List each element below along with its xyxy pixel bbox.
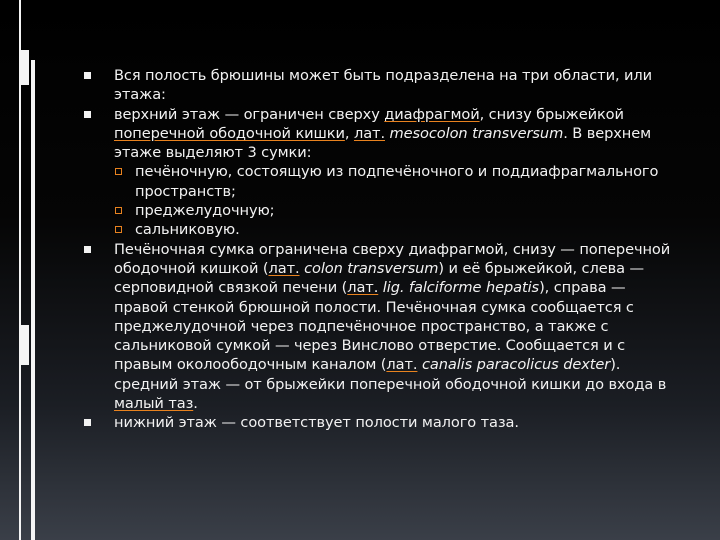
text-span: ) и её брыжейкой, слева — серповидной связкой печени ( — [114, 259, 644, 297]
decor-bar-block-top — [20, 50, 29, 85]
text-span: ). средний этаж — от брыжейки поперечной ободочной кишки до входа в — [114, 356, 667, 393]
slide-body — [82, 66, 682, 433]
decor-bar-block-bottom — [20, 325, 29, 365]
decor-bar-mid — [31, 60, 35, 540]
link-diaphragm[interactable]: диафрагмой — [384, 105, 480, 123]
hollow-square-bullet-icon — [115, 168, 122, 175]
text-span: Печёночная сумка ограничена сверху диафрагмой, снизу — поперечной ободочной кишкой ( — [114, 240, 671, 277]
latin-term: colon transversum — [304, 259, 439, 277]
link-transverse-colon[interactable]: поперечной ободочной кишки — [114, 124, 345, 142]
text-span: ), справа — правой стенкой брюшной полости. Печёночная сумка сообщается с преджелудочной через подпечёночное пространство, а также с сальниковой сумкой — через Винслово отверстие. Сообщается и с правым околоободочным каналом ( — [114, 279, 634, 374]
link-small-pelvis[interactable]: малый таз — [114, 395, 194, 413]
link-latin[interactable]: лат. — [386, 356, 418, 374]
sub-bullet-text: преджелудочную; — [135, 202, 275, 220]
bullet-item-2 — [82, 105, 682, 163]
text-span: верхний этаж — ограничен сверху — [114, 105, 385, 123]
latin-term: lig. falciforme hepatis — [382, 279, 540, 297]
text-span: . В верхнем этаже выделяют 3 сумки: — [114, 124, 652, 162]
bullet-item-4 — [82, 413, 682, 432]
link-latin[interactable]: лат. — [353, 124, 385, 142]
sub-bullet-text: сальниковую. — [135, 221, 240, 239]
link-latin[interactable]: лат. — [347, 279, 379, 297]
text-span: , снизу брыжейкой — [479, 105, 624, 123]
sub-bullet-item-2 — [82, 201, 682, 220]
sub-bullet-item-1 — [82, 162, 682, 201]
latin-term: canalis paracolicus dexter — [421, 356, 611, 374]
hollow-square-bullet-icon — [115, 207, 122, 214]
bullet-text: Вся полость брюшины может быть подразделена на три области, или этажа: — [114, 67, 653, 104]
square-bullet-icon — [84, 419, 91, 426]
square-bullet-icon — [84, 72, 91, 79]
text-span: . — [193, 395, 198, 413]
latin-term: mesocolon transversum — [389, 124, 564, 142]
bullet-text: нижний этаж — соответствует полости малого таза. — [114, 414, 519, 432]
square-bullet-icon — [84, 246, 91, 253]
bullet-item-1 — [82, 66, 682, 105]
sub-bullet-text: печёночную, состоящую из подпечёночного и поддиафрагмального пространств; — [135, 163, 659, 200]
text-span: , — [344, 124, 354, 142]
square-bullet-icon — [84, 111, 91, 118]
bullet-item-3 — [82, 240, 682, 414]
sub-bullet-item-3 — [82, 220, 682, 239]
link-latin[interactable]: лат. — [268, 259, 300, 277]
hollow-square-bullet-icon — [115, 226, 122, 233]
